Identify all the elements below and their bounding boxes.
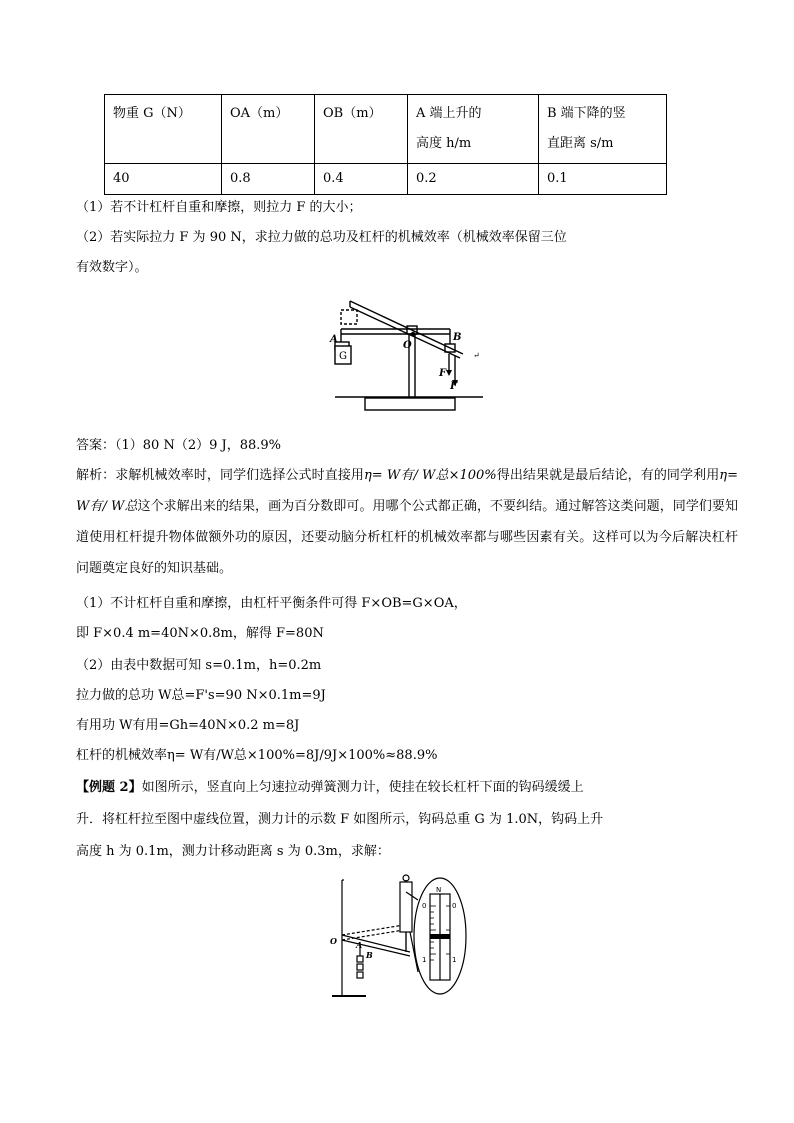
label-a: A — [330, 334, 338, 345]
table-row — [105, 164, 667, 195]
question-1: （1）若不计杠杆自重和摩擦，则拉力 F 的大小； — [76, 200, 362, 215]
table-header-row — [105, 95, 667, 164]
solution-step-6: 杠杆的机械效率η= W有/W总×100%=8J/9J×100%≈88.9% — [76, 748, 438, 763]
label-f2: F — [450, 381, 458, 392]
scale-zero-label-right: 0 — [452, 902, 457, 910]
spring-scale-figure — [326, 872, 474, 1002]
return-mark-icon: ↵ — [473, 351, 480, 360]
scale-unit-label: N — [436, 886, 442, 894]
label-g: G — [339, 351, 347, 362]
label-a2: A — [356, 940, 363, 950]
lever-figure — [325, 290, 495, 412]
solution-step-1: （1）不计杠杆自重和摩擦，由杠杆平衡条件可得 F×OB=G×OA， — [76, 596, 467, 611]
table-cell: 0.8 — [222, 164, 315, 195]
scale-one-label-right: 1 — [452, 956, 457, 964]
analysis-paragraph: 解析：求解机械效率时，同学们选择公式时直接用η= W有/ W总×100%得出结果就是最后结论，有的同学利用η= W有/ W总这个求解出来的结果，画为百分数即可。用哪个公式都正确，不要纠结。通过解答这类问题，同学们要知道使用杠杆提升物体做额外功的原因，还要动脑分析杠杆的机械效率都与哪些因素有关。这样可以为今后解决杠杆问题奠定良好的知识基础。 — [76, 468, 738, 576]
table-cell: 0.4 — [315, 164, 408, 195]
solution-step-4: 拉力做的总功 W总=F's=90 N×0.1m=9J — [76, 688, 326, 703]
table-cell: 40 — [105, 164, 222, 195]
solution-step-2: 即 F×0.4 m=40N×0.8m，解得 F=80N — [76, 626, 324, 641]
data-table — [104, 94, 667, 195]
table-header-cell: 物重 G（N） — [105, 95, 222, 164]
label-b2: B — [366, 950, 373, 960]
answer-line: 答案：（1）80 N（2）9 J，88.9% — [76, 438, 282, 453]
label-o2: O — [330, 936, 337, 946]
table-header-cell: A 端上升的 高度 h/m — [408, 95, 539, 164]
table-header-cell: OB（m） — [315, 95, 408, 164]
label-o: O — [403, 340, 412, 351]
example-2-line-1: 【例题 2】如图所示，竖直向上匀速拉动弹簧测力计，使挂在较长杠杆下面的钩码缓缓上 — [76, 780, 584, 795]
scale-zero-label: 0 — [422, 902, 427, 910]
question-2-line-2: 有效数字）。 — [76, 260, 148, 275]
solution-step-3: （2）由表中数据可知 s=0.1m，h=0.2m — [76, 658, 322, 673]
example-2-line-2: 升．将杠杆拉至图中虚线位置，测力计的示数 F 如图所示，钩码总重 G 为 1.0N，钩码上升 — [76, 812, 604, 827]
scale-one-label: 1 — [422, 956, 427, 964]
example-2-tag: 【例题 2】 — [76, 780, 142, 795]
question-2-line-1: （2）若实际拉力 F 为 90 N，求拉力做的总功及杠杆的机械效率（机械效率保留三位 — [76, 230, 567, 245]
example-2-line-3: 高度 h 为 0.1m，测力计移动距离 s 为 0.3m，求解： — [76, 844, 390, 859]
table-cell: 0.1 — [539, 164, 667, 195]
label-b: B — [453, 332, 462, 343]
table-header-cell: B 端下降的竖 直距离 s/m — [539, 95, 667, 164]
table-header-cell: OA（m） — [222, 95, 315, 164]
label-f1: F — [439, 368, 447, 379]
solution-step-5: 有用功 W有用=Gh=40N×0.2 m=8J — [76, 718, 300, 733]
table-cell: 0.2 — [408, 164, 539, 195]
